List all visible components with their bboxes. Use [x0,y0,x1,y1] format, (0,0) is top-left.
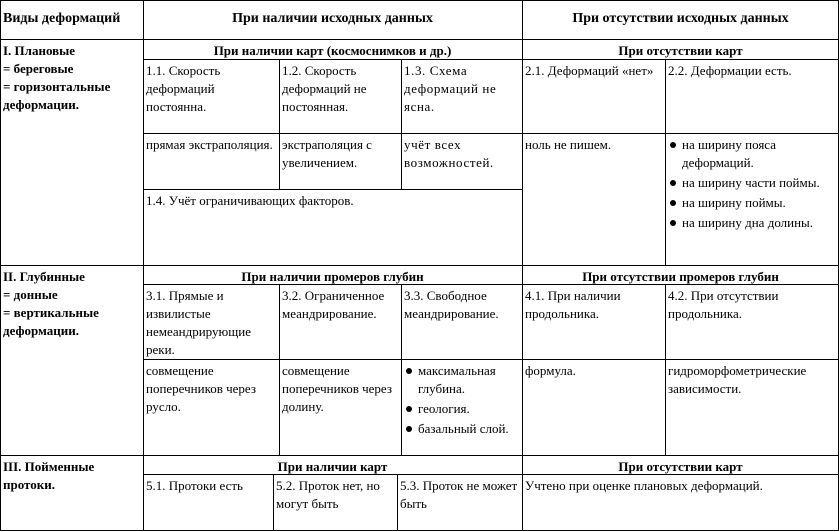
bullet-dot-icon [406,368,412,374]
case-1-4: 1.4. Учёт ограничивающих факторов. [146,193,354,208]
case-5-2: 5.2. Проток нет, но могут быть [276,478,380,511]
subheader-soundings-present: При наличии промеров глубин [241,269,424,284]
case-4-2: 4.2. При отсутствии продольника. [668,288,779,321]
divider [665,284,666,455]
case-4-1: 4.1. При наличии продольника. [525,288,621,321]
divider [143,133,839,134]
subheader-maps-absent-2: При отсутствии карт [618,459,743,474]
divider [143,284,839,285]
header-deformation-types: Виды деформаций [3,11,121,26]
method-1-3: учёт всех возможностей. [404,137,494,170]
case-1-3: 1.3. Схема деформаций не ясна. [404,63,497,114]
subheader-maps-absent: При отсутствии карт [618,43,743,58]
subheader-maps-present-2: При наличии карт [277,459,388,474]
method-2-1: ноль не пишем. [525,137,612,152]
section-title-depth: II. Глубинные = донные = вертикальные деформации. [3,269,99,338]
case-1-1: 1.1. Скорость деформаций постоянна. [146,63,221,114]
case-3-3: 3.3. Свободное меандрирование. [404,288,499,321]
bullet-item: на ширину пояса деформаций. [668,136,836,172]
divider [397,474,398,531]
divider [279,284,280,455]
case-2-1: 2.1. Деформаций «нет» [525,63,654,78]
divider [401,59,402,189]
method-3-1: совмещение поперечников через русло. [146,363,256,414]
divider [522,0,523,531]
method-3-2: совмещение поперечников через долину. [282,363,392,414]
bullet-item: геология. [404,400,519,418]
bullet-dot-icon [406,406,412,412]
divider [0,0,1,531]
bullet-dot-icon [670,180,676,186]
header-with-source-data: При наличии исходных данных [232,11,433,26]
method-4-2: гидроморфометрические зависимости. [668,363,807,396]
method-1-2: экстраполяция с увеличением. [282,137,372,170]
case-1-2: 1.2. Скорость деформаций не постоянная. [282,63,367,114]
bullet-item: на ширину части поймы. [668,174,836,192]
divider [0,455,839,456]
divider [665,59,666,265]
case-2-2: 2.2. Деформации есть. [668,63,792,78]
divider [143,189,522,190]
section-title-planned: I. Плановые = береговые = горизонтальные деформации. [3,43,111,112]
case-3-2: 3.2. Ограниченное меандрирование. [282,288,385,321]
bullet-item: базальный слой. [404,420,519,438]
case-5-3: 5.3. Проток не может быть [400,478,518,511]
bullet-item: на ширину дна долины. [668,214,836,232]
header-without-source-data: При отсутствии исходных данных [572,11,789,26]
divider [143,359,839,360]
subheader-soundings-absent: При отсутствии промеров глубин [582,269,779,284]
method-4-1: формула. [525,363,576,378]
divider [0,0,839,1]
divider [143,0,144,531]
case-3-1: 3.1. Прямые и извилистые немеандрирующие реки. [146,288,251,357]
bullets-2-2 [665,135,839,235]
divider [401,284,402,455]
method-1-1: прямая экстраполяция. [146,137,273,152]
bullet-dot-icon [670,142,676,148]
note-5: Учтено при оценке плановых деформаций. [525,478,763,493]
bullet-item: на ширину поймы. [668,194,836,212]
divider [143,474,839,475]
bullets-3-3 [401,361,522,441]
bullet-dot-icon [670,220,676,226]
divider [273,474,274,531]
subheader-maps-present: При наличии карт (космоснимков и др.) [213,43,452,58]
case-5-1: 5.1. Протоки есть [146,478,243,493]
bullet-dot-icon [670,200,676,206]
divider [143,59,839,60]
bullet-item: максимальная глубина. [404,362,519,398]
divider [0,265,839,266]
bullet-dot-icon [406,426,412,432]
divider [279,59,280,189]
section-title-floodplain: III. Пойменные протоки. [3,459,95,492]
divider [0,39,839,40]
